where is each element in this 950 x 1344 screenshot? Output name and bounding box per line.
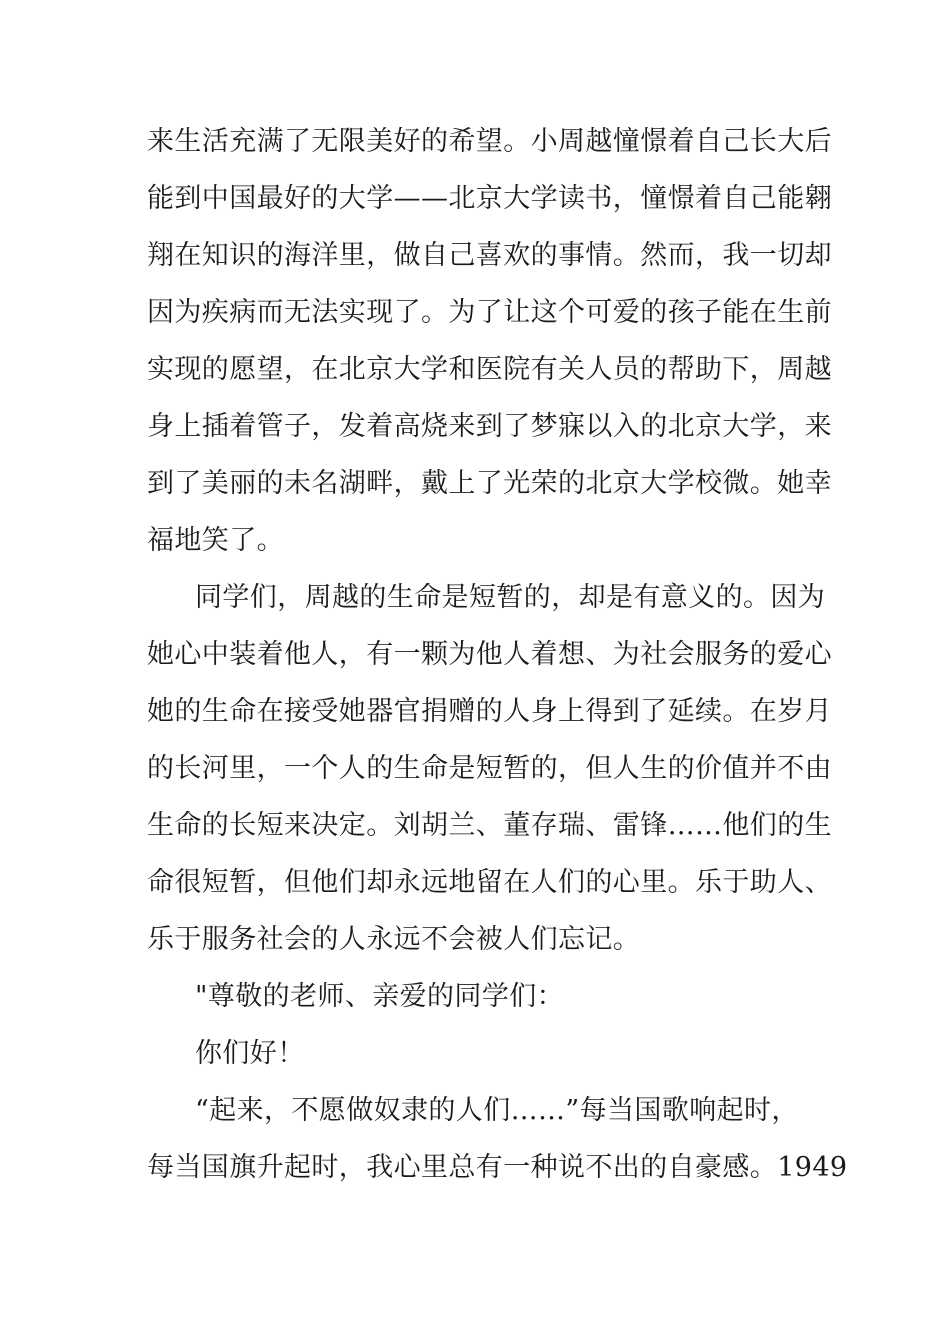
text-line: “起来，不愿做奴隶的人们……”每当国歌响起时， <box>195 1095 799 1126</box>
text-line: 身上插着管子，发着高烧来到了梦寐以入的北京大学，来 <box>147 411 832 442</box>
text-line: 实现的愿望，在北京大学和医院有关人员的帮助下，周越 <box>147 354 832 385</box>
text-line: 她的生命在接受她器官捐赠的人身上得到了延续。在岁月 <box>147 696 832 727</box>
text-line: 来生活充满了无限美好的希望。小周越憧憬着自己长大后 <box>147 126 832 157</box>
text-line: 每当国旗升起时，我心里总有一种说不出的自豪感。1949 <box>147 1152 848 1183</box>
text-line: 到了美丽的未名湖畔，戴上了光荣的北京大学校微。她幸 <box>147 468 832 499</box>
text-line: 的长河里，一个人的生命是短暂的，但人生的价值并不由 <box>147 753 832 784</box>
text-line: 你们好！ <box>195 1038 305 1069</box>
text-line: 因为疾病而无法实现了。为了让这个可爱的孩子能在生前 <box>147 297 832 328</box>
text-line: 命很短暂，但他们却永远地留在人们的心里。乐于助人、 <box>147 867 832 898</box>
text-line: 能到中国最好的大学——北京大学读书，憧憬着自己能翱 <box>147 183 832 214</box>
text-line: "尊敬的老师、亲爱的同学们： <box>195 981 565 1012</box>
text-line: 同学们，周越的生命是短暂的，却是有意义的。因为 <box>195 582 826 613</box>
text-line: 翔在知识的海洋里，做自己喜欢的事情。然而，我一切却 <box>147 240 832 271</box>
text-line: 乐于服务社会的人永远不会被人们忘记。 <box>147 924 641 955</box>
text-line: 生命的长短来决定。刘胡兰、董存瑞、雷锋……他们的生 <box>147 810 832 841</box>
text-line: 福地笑了。 <box>147 525 284 556</box>
text-line: 她心中装着他人，有一颗为他人着想、为社会服务的爱心 <box>147 639 832 670</box>
